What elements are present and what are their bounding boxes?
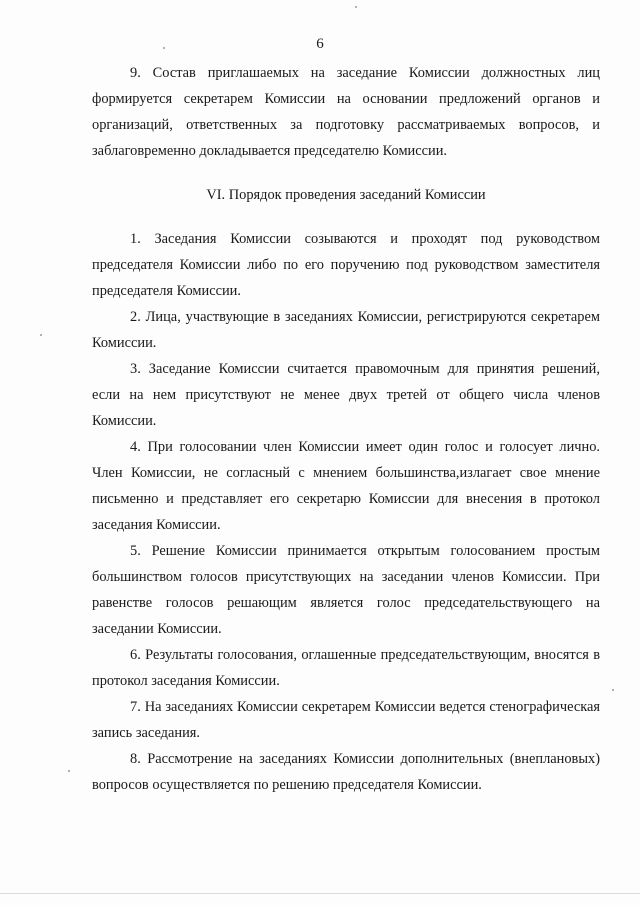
scan-artifact: [40, 334, 42, 336]
scan-artifact: [68, 770, 70, 772]
paragraph-3: 3. Заседание Комиссии считается правомочным для принятия решений, если на нем присутствуют не менее двух третей от общего числа членов Комиссии.: [92, 361, 600, 429]
page-number: 6: [316, 36, 324, 52]
paragraph-7: 7. На заседаниях Комиссии секретарем Комиссии ведется стенографическая запись заседания.: [92, 699, 600, 741]
scan-artifact: [355, 6, 357, 8]
section-heading: VI. Порядок проведения заседаний Комиссии: [206, 187, 486, 203]
page-bottom-edge: [0, 893, 640, 894]
paragraph-9: 9. Состав приглашаемых на заседание Комиссии должностных лиц формируется секретарем Комиссии на основании предложений органов и организаций, ответственных за подготовку рассматриваемых вопросов, и заблаговременно докладывается председателю Комиссии.: [92, 65, 600, 159]
document-body: [92, 60, 600, 798]
paragraph-8: 8. Рассмотрение на заседаниях Комиссии дополнительных (внеплановых) вопросов осуществляется по решению председателя Комиссии.: [92, 751, 600, 793]
paragraph-6: 6. Результаты голосования, оглашенные председательствующим, вносятся в протокол заседания Комиссии.: [92, 647, 600, 689]
paragraph-1: 1. Заседания Комиссии созываются и проходят под руководством председателя Комиссии либо по его поручению под руководством заместителя председателя Комиссии.: [92, 231, 600, 299]
scan-artifact: [612, 689, 614, 691]
scan-artifact: [163, 47, 165, 49]
paragraph-5: 5. Решение Комиссии принимается открытым голосованием простым большинством голосов присутствующих на заседании членов Комиссии. При равенстве голосов решающим является голос председательствующего на заседании Комиссии.: [92, 543, 600, 637]
paragraph-4: 4. При голосовании член Комиссии имеет один голос и голосует лично. Член Комиссии, не согласный с мнением большинства,излагает свое мнение письменно и представляет его секретарю Комиссии для внесения в протокол заседания Комиссии.: [92, 439, 600, 533]
paragraph-2: 2. Лица, участвующие в заседаниях Комиссии, регистрируются секретарем Комиссии.: [92, 309, 600, 351]
